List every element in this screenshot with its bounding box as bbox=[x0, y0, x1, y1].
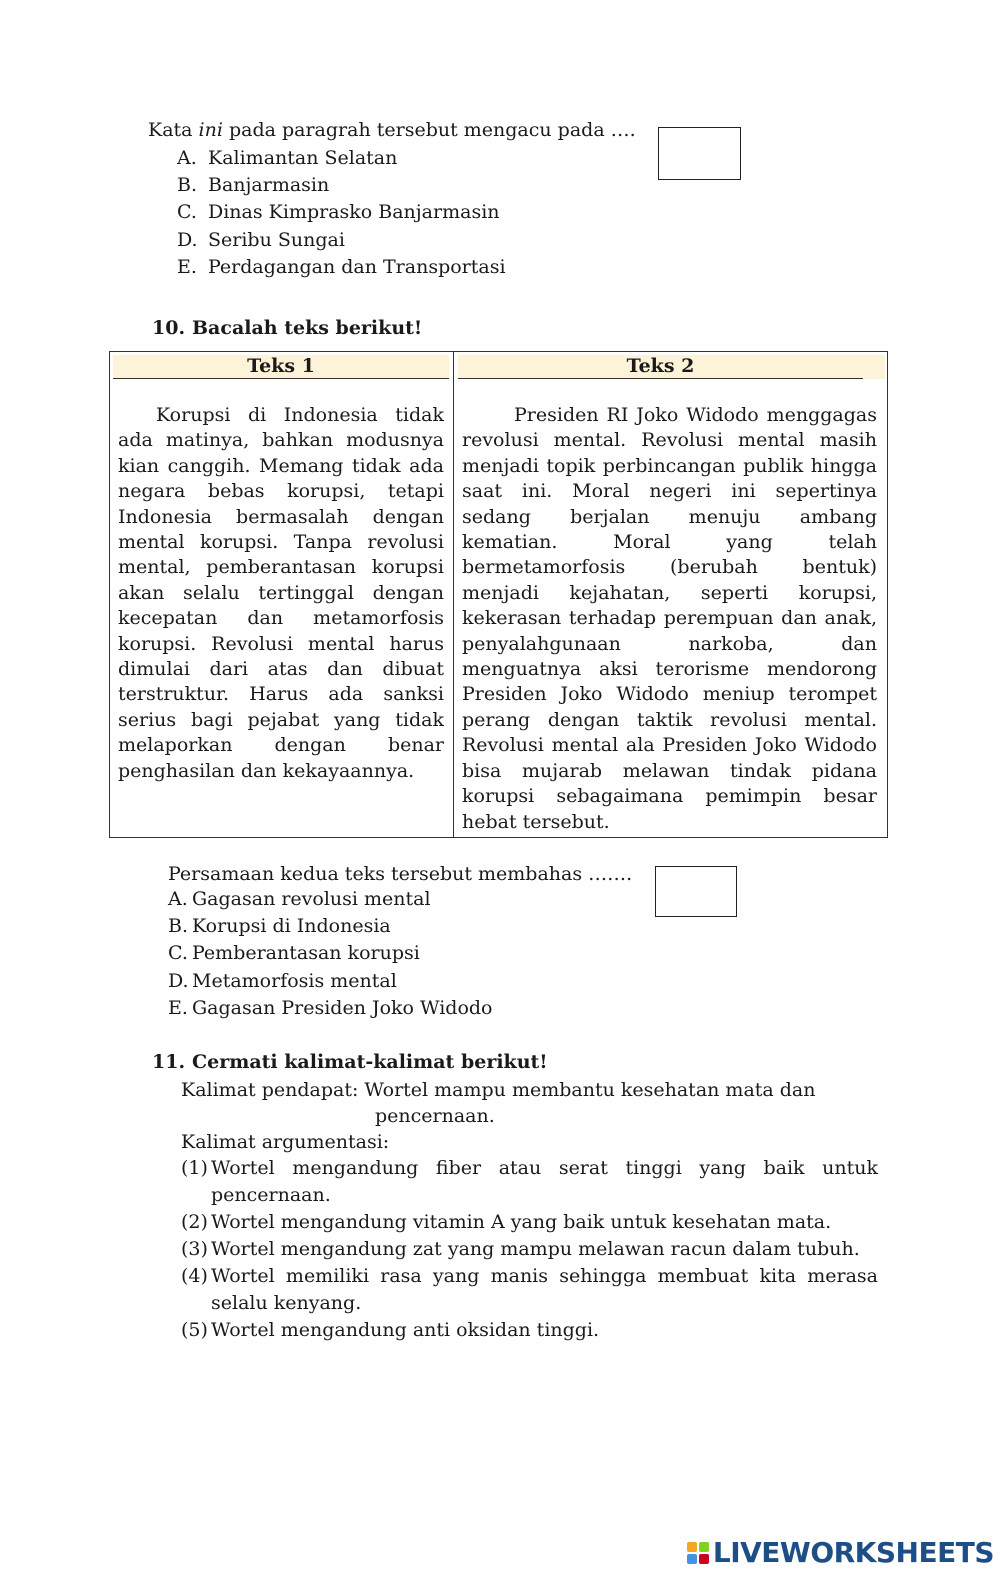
logo-square-4 bbox=[699, 1554, 709, 1564]
q10-answer-box[interactable] bbox=[655, 866, 737, 917]
table-header-rule-2 bbox=[458, 378, 863, 379]
q10-heading-text: Bacalah teks berikut! bbox=[192, 317, 423, 339]
q10-option-d: D. Metamorfosis mental bbox=[168, 969, 397, 992]
teks1-body: Korupsi di Indonesia tidak ada matinya, bahkan modusnya kian canggih. Memang tidak ada negara bebas korupsi, tetapi Indonesia bermasalah dengan mental korupsi. Tanpa revolusi mental, pemberantasan korupsi akan selalu tertinggal dengan kecepatan dan metamorfosis korupsi. Revolusi mental harus dimulai dari atas dan dibuat terstruktur. Harus ada sanksi serius bagi pejabat yang tidak melaporkan dengan benar penghasilan dan kekayaannya. bbox=[118, 404, 444, 782]
logo-square-3 bbox=[687, 1554, 697, 1564]
q11-argument-label: Kalimat argumentasi: bbox=[181, 1130, 390, 1153]
teks2-body: Presiden RI Joko Widodo menggagas revolusi mental. Revolusi mental masih menjadi topik perbincangan publik hingga saat ini. Moral negeri ini sepertinya sedang berjalan menuju ambang kematian. Moral yang telah bermetamorfosis (berubah bentuk) menjadi kejahatan, seperti korupsi, kekerasan terhadap perempuan dan anak, penyalahgunaan narkoba, dan menguatnya aksi terorisme mendorong Presiden Joko Widodo meniup terompet perang dengan taktik revolusi mental. Revolusi mental ala Presiden Joko Widodo bisa mujarab melawan tindak pidana korupsi sebagaimana pemimpin besar hebat tersebut. bbox=[462, 404, 877, 833]
q9-stem-emphasis: ini bbox=[198, 119, 223, 141]
q10-stem: Persamaan kedua teks tersebut membahas ……. bbox=[168, 863, 633, 885]
liveworksheets-logo-icon bbox=[687, 1542, 709, 1564]
liveworksheets-brand bbox=[687, 1536, 994, 1570]
q9-stem-pre: Kata bbox=[148, 119, 199, 141]
table-divider bbox=[453, 352, 454, 837]
table-header-rule-1 bbox=[113, 378, 449, 379]
q11-opinion-line2: pencernaan. bbox=[375, 1104, 495, 1127]
q10-option-b: B. Korupsi di Indonesia bbox=[168, 915, 391, 938]
q11-argument-3: (3) Wortel mengandung zat yang mampu melawan racun dalam tubuh. bbox=[181, 1238, 860, 1261]
q11-body bbox=[181, 1078, 878, 1344]
logo-square-1 bbox=[687, 1542, 697, 1552]
q10-heading bbox=[152, 316, 422, 342]
q9-option-c: C. Dinas Kimprasko Banjarmasin bbox=[177, 201, 500, 224]
q9-option-e: E. Perdagangan dan Transportasi bbox=[177, 255, 506, 278]
q9-stem-post: pada paragrah tersebut mengacu pada …. bbox=[222, 119, 636, 141]
q9-options bbox=[177, 145, 506, 281]
q11-heading-text: Cermati kalimat-kalimat berikut! bbox=[192, 1051, 548, 1073]
q11-opinion-line1: Kalimat pendapat: Wortel mampu membantu kesehatan mata dan bbox=[181, 1079, 816, 1101]
q9-answer-box[interactable] bbox=[658, 127, 741, 180]
q9-option-d: D. Seribu Sungai bbox=[177, 228, 345, 251]
q10-option-e: E. Gagasan Presiden Joko Widodo bbox=[168, 996, 493, 1019]
q11-argument-4: (4) Wortel memiliki rasa yang manis sehingga membuat kita merasa selalu kenyang. bbox=[181, 1265, 878, 1315]
q9-stem bbox=[148, 118, 636, 144]
q11-number: 11. bbox=[152, 1051, 186, 1073]
q10-option-a: A. Gagasan revolusi mental bbox=[168, 888, 431, 910]
q10-options bbox=[168, 886, 493, 1022]
logo-square-2 bbox=[699, 1542, 709, 1552]
comparison-table bbox=[109, 351, 888, 838]
q11-heading bbox=[152, 1050, 548, 1076]
q11-argument-2: (2) Wortel mengandung vitamin A yang baik untuk kesehatan mata. bbox=[181, 1211, 832, 1234]
q11-argument-1: (1) Wortel mengandung fiber atau serat tinggi yang baik untuk pencernaan. bbox=[181, 1157, 878, 1207]
table-header-teks1: Teks 1 bbox=[247, 355, 315, 377]
q9-option-a: A. Kalimantan Selatan bbox=[177, 147, 398, 169]
q11-argument-5: (5) Wortel mengandung anti oksidan tinggi. bbox=[181, 1319, 600, 1342]
q10-option-c: C. Pemberantasan korupsi bbox=[168, 942, 420, 965]
brand-name: LIVEWORKSHEETS bbox=[712, 1536, 994, 1570]
table-header-teks2: Teks 2 bbox=[626, 355, 695, 377]
q9-option-b: B. Banjarmasin bbox=[177, 174, 330, 197]
q10-number: 10. bbox=[152, 317, 186, 339]
